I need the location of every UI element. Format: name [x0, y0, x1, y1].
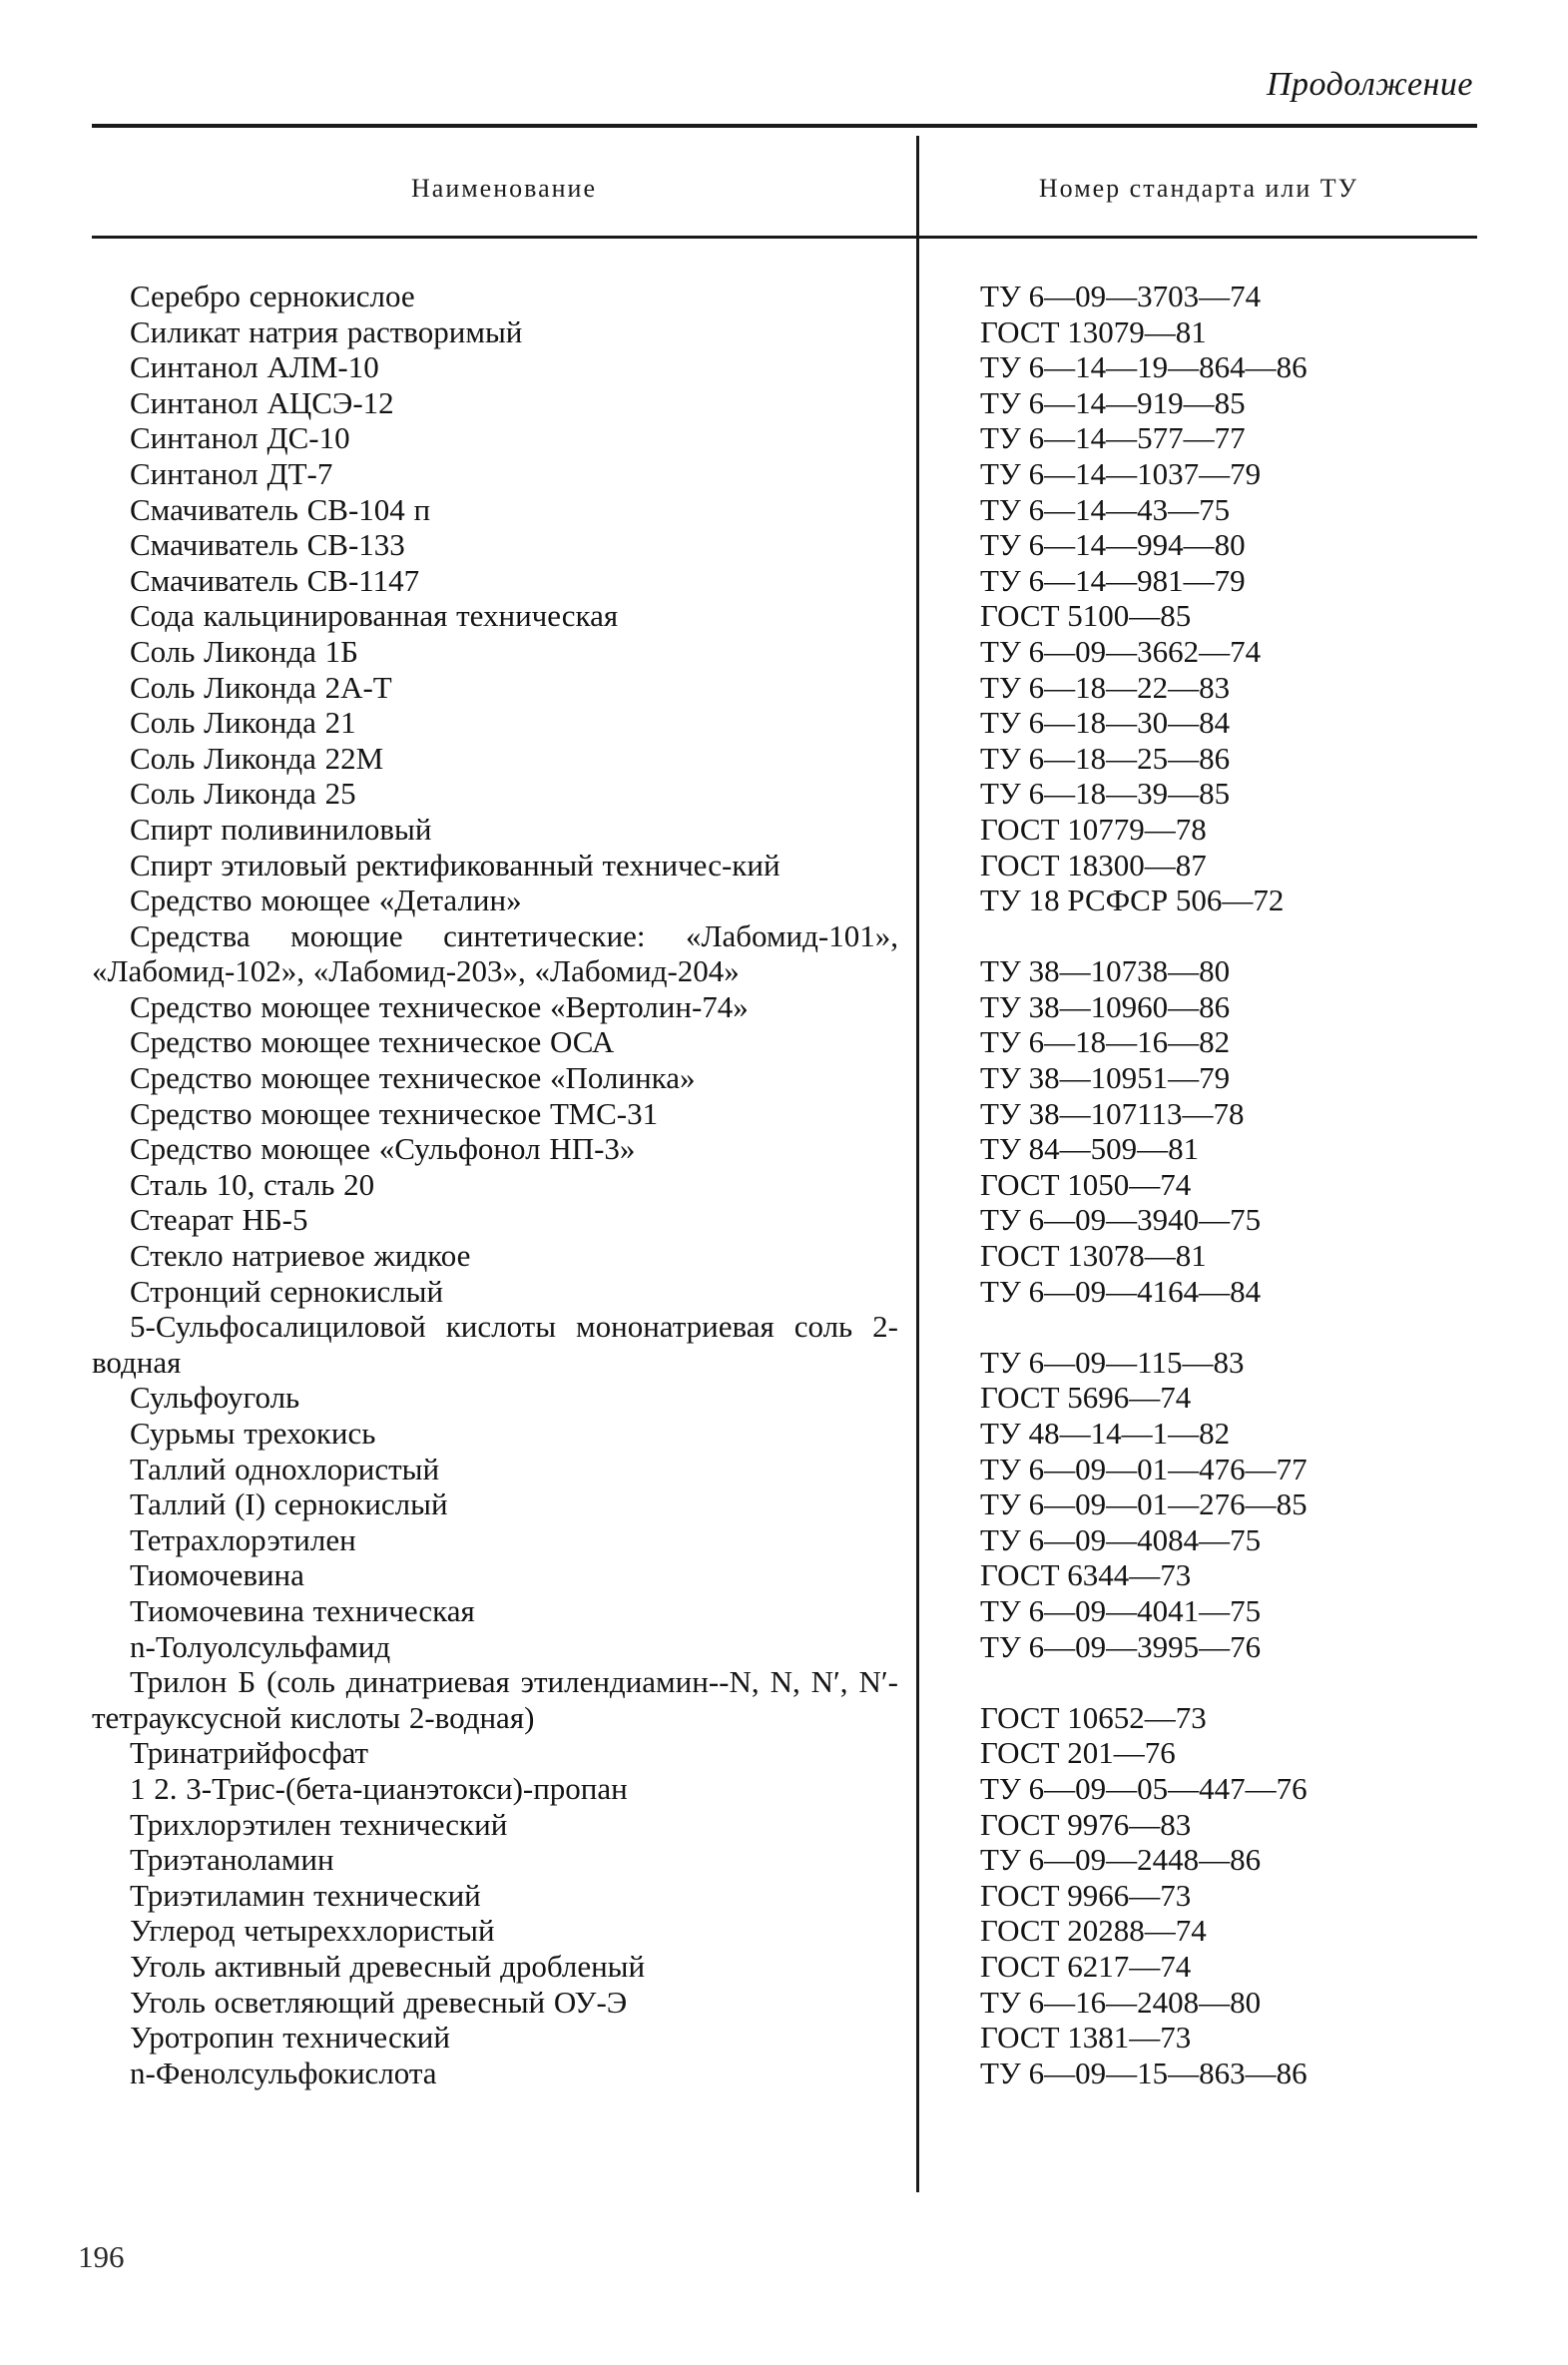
table-row — [92, 670, 1477, 706]
table-row — [92, 1629, 1477, 1665]
table-row — [92, 812, 1477, 848]
standard-number: ГОСТ 9976—83 — [980, 1806, 1192, 1842]
table-row — [92, 1735, 1477, 1771]
table-row — [92, 563, 1477, 599]
item-name: Синтанол АЦСЭ-12 — [130, 384, 394, 420]
table-row — [92, 634, 1477, 670]
table-row — [92, 314, 1477, 350]
standard-number: ГОСТ 1381—73 — [980, 2020, 1192, 2056]
item-name: Стеарат НБ-5 — [130, 1202, 308, 1238]
table-row — [92, 385, 1477, 421]
item-name: 5-Сульфосалициловой кислоты мононатриевая соль 2-водная — [92, 1309, 898, 1380]
table-row — [92, 1985, 1477, 2021]
standard-number: ТУ 6—14—981—79 — [980, 562, 1246, 598]
standard-number: ГОСТ 5696—74 — [980, 1380, 1192, 1416]
standard-number: ТУ 38—10960—86 — [980, 988, 1231, 1024]
item-name: n-Толуолсульфамид — [130, 1628, 391, 1664]
standard-number: ГОСТ 201—76 — [980, 1735, 1176, 1771]
table-row — [92, 456, 1477, 492]
item-name: Тринатрийфосфат — [130, 1735, 369, 1771]
item-name: Спирт этиловый ректификованный техничес-кий — [130, 847, 781, 883]
table-row — [92, 848, 1477, 884]
table-row — [92, 598, 1477, 634]
table-row — [92, 1060, 1477, 1096]
standard-number: ТУ 6—14—43—75 — [980, 491, 1231, 527]
item-name: Спирт поливиниловый — [130, 811, 432, 847]
standard-number: ТУ 48—14—1—82 — [980, 1416, 1231, 1451]
item-name: Синтанол ДТ-7 — [130, 455, 333, 491]
standard-number: ТУ 6—14—994—80 — [980, 527, 1246, 563]
column-header-name: Наименование — [411, 174, 597, 203]
table-top-rule — [92, 124, 1477, 128]
standard-number: ТУ 6—09—3940—75 — [980, 1202, 1262, 1238]
standard-number: ТУ 38—10738—80 — [980, 953, 1231, 989]
item-name: Средство моющее техническое «Вертолин-74» — [130, 988, 749, 1024]
standard-number: ТУ 6—18—30—84 — [980, 705, 1231, 741]
table-row — [92, 1522, 1477, 1558]
standard-number: ГОСТ 6217—74 — [980, 1948, 1192, 1984]
standard-number: ТУ 6—09—115—83 — [980, 1344, 1245, 1380]
item-name: Средство моющее «Деталин» — [130, 883, 522, 918]
table-row — [92, 1202, 1477, 1238]
item-name: Смачиватель СВ-104 п — [130, 491, 431, 527]
item-name: Триэтиламин технический — [130, 1877, 481, 1913]
table-row — [92, 918, 1477, 989]
table-row — [92, 705, 1477, 741]
item-name: Сода кальцинированная техническая — [130, 598, 619, 634]
table-row — [92, 1167, 1477, 1203]
standard-number: ТУ 6—14—919—85 — [980, 384, 1246, 420]
item-name: Соль Ликонда 21 — [130, 705, 356, 741]
item-name: Трихлорэтилен технический — [130, 1806, 508, 1842]
standard-number: ТУ 6—16—2408—80 — [980, 1984, 1262, 2020]
table-row — [92, 2020, 1477, 2056]
standard-number: ГОСТ 13078—81 — [980, 1238, 1207, 1274]
item-name: Трилон Б (соль динатриевая этилендиамин--N, N, N′, N′-тетрауксусной кислоты 2-водная) — [92, 1664, 898, 1735]
table-row — [92, 1024, 1477, 1060]
item-name: Тетрахлорэтилен — [130, 1521, 356, 1557]
standard-number: ГОСТ 10652—73 — [980, 1699, 1207, 1735]
standard-number: ТУ 6—14—577—77 — [980, 420, 1246, 456]
table-row — [92, 1949, 1477, 1985]
item-name: Смачиватель СВ-1147 — [130, 562, 420, 598]
standard-number: ТУ 6—14—1037—79 — [980, 455, 1262, 491]
item-name: Таллий (I) сернокислый — [130, 1486, 448, 1522]
table-row — [92, 989, 1477, 1025]
standard-number: ТУ 38—10951—79 — [980, 1060, 1231, 1096]
item-name: Таллий однохлористый — [130, 1451, 440, 1486]
table-body — [92, 279, 1477, 2090]
table-row — [92, 1238, 1477, 1274]
item-name: Сульфоуголь — [130, 1380, 300, 1416]
table-row — [92, 349, 1477, 385]
table-row — [92, 492, 1477, 528]
item-name: n-Фенолсульфокислота — [130, 2055, 437, 2090]
standard-number: ТУ 6—09—4041—75 — [980, 1592, 1262, 1628]
table-row — [92, 1842, 1477, 1878]
standard-number: ТУ 6—09—4164—84 — [980, 1273, 1262, 1309]
table-row — [92, 1771, 1477, 1807]
standard-number: ГОСТ 13079—81 — [980, 313, 1207, 349]
standard-number: ГОСТ 9966—73 — [980, 1877, 1192, 1913]
table-row — [92, 1557, 1477, 1593]
table-row — [92, 741, 1477, 777]
table-row — [92, 1380, 1477, 1416]
item-name: Углерод четыреххлористый — [130, 1913, 495, 1949]
standard-number: ТУ 6—18—25—86 — [980, 740, 1231, 776]
standard-number: ТУ 6—09—05—447—76 — [980, 1770, 1307, 1806]
item-name: Стекло натриевое жидкое — [130, 1238, 471, 1274]
table-row — [92, 776, 1477, 812]
standard-number: ТУ 6—09—01—476—77 — [980, 1451, 1307, 1486]
item-name: Синтанол ДС-10 — [130, 420, 350, 456]
standard-number: ГОСТ 10779—78 — [980, 811, 1207, 847]
standards-table — [92, 116, 1477, 2192]
table-row — [92, 279, 1477, 314]
standard-number: ГОСТ 18300—87 — [980, 847, 1207, 883]
standard-number: ТУ 84—509—81 — [980, 1131, 1200, 1167]
item-name: Средство моющее «Сульфонол НП-3» — [130, 1131, 636, 1167]
item-name: Средство моющее техническое ТМС-31 — [130, 1095, 659, 1131]
standard-number: ТУ 6—09—15—863—86 — [980, 2055, 1307, 2090]
table-row — [92, 1096, 1477, 1132]
item-name: Стронций сернокислый — [130, 1273, 444, 1309]
standard-number: ТУ 6—09—3662—74 — [980, 633, 1262, 669]
table-row — [92, 883, 1477, 918]
table-row — [92, 1452, 1477, 1487]
item-name: Соль Ликонда 2А-Т — [130, 669, 392, 705]
continuation-label: Продолжение — [1266, 66, 1473, 103]
item-name: Синтанол АЛМ-10 — [130, 349, 379, 385]
standard-number: ГОСТ 5100—85 — [980, 598, 1192, 634]
item-name: Средство моющее техническое «Полинка» — [130, 1060, 696, 1096]
standard-number: ГОСТ 20288—74 — [980, 1913, 1207, 1949]
item-name: Уголь активный древесный дробленый — [130, 1948, 646, 1984]
standard-number: ТУ 6—18—22—83 — [980, 669, 1231, 705]
item-name: Уротропин технический — [130, 2020, 450, 2056]
table-row — [92, 1486, 1477, 1522]
standard-number: ТУ 6—09—01—276—85 — [980, 1486, 1307, 1522]
standard-number: ГОСТ 1050—74 — [980, 1166, 1192, 1202]
item-name: 1 2. 3-Трис-(бета-цианэтокси)-пропан — [130, 1770, 628, 1806]
table-row — [92, 420, 1477, 456]
item-name: Силикат натрия растворимый — [130, 313, 523, 349]
table-row — [92, 1878, 1477, 1914]
item-name: Серебро сернокислое — [130, 279, 415, 313]
standard-number: ТУ 6—18—16—82 — [980, 1024, 1231, 1060]
standard-number: ТУ 18 РСФСР 506—72 — [980, 883, 1285, 918]
item-name: Средство моющее техническое ОСА — [130, 1024, 615, 1060]
standard-number: ГОСТ 6344—73 — [980, 1557, 1192, 1593]
table-row — [92, 1309, 1477, 1380]
item-name: Триэтаноламин — [130, 1842, 334, 1878]
item-name: Соль Ликонда 1Б — [130, 633, 358, 669]
item-name: Сурьмы трехокись — [130, 1416, 376, 1451]
table-row — [92, 1913, 1477, 1949]
item-name: Средства моющие синтетические: «Лабомид-101», «Лабомид-102», «Лабомид-203», «Лабомид-204» — [92, 917, 898, 989]
standard-number: ТУ 38—107113—78 — [980, 1095, 1245, 1131]
table-row — [92, 1807, 1477, 1843]
header-bottom-rule — [92, 236, 1477, 239]
standard-number: ТУ 6—18—39—85 — [980, 776, 1231, 812]
table-row — [92, 1416, 1477, 1452]
table-row — [92, 2056, 1477, 2091]
item-name: Смачиватель СВ-133 — [130, 527, 405, 563]
item-name: Тиомочевина — [130, 1557, 304, 1593]
standard-number: ТУ 6—09—4084—75 — [980, 1521, 1262, 1557]
item-name: Соль Ликонда 22М — [130, 740, 384, 776]
standard-number: ТУ 6—14—19—864—86 — [980, 349, 1307, 385]
standard-number: ТУ 6—09—3703—74 — [980, 279, 1262, 313]
table-row — [92, 1131, 1477, 1167]
table-row — [92, 527, 1477, 563]
standard-number: ТУ 6—09—2448—86 — [980, 1842, 1262, 1878]
item-name: Тиомочевина техническая — [130, 1592, 475, 1628]
standard-number: ТУ 6—09—3995—76 — [980, 1628, 1262, 1664]
table-row — [92, 1593, 1477, 1629]
table-row — [92, 1274, 1477, 1310]
table-row — [92, 1664, 1477, 1735]
page-number: 196 — [78, 2239, 125, 2274]
column-header-standard: Номер стандарта или ТУ — [1038, 174, 1359, 203]
item-name: Уголь осветляющий древесный ОУ-Э — [130, 1984, 628, 2020]
item-name: Сталь 10, сталь 20 — [130, 1166, 375, 1202]
item-name: Соль Ликонда 25 — [130, 776, 356, 812]
